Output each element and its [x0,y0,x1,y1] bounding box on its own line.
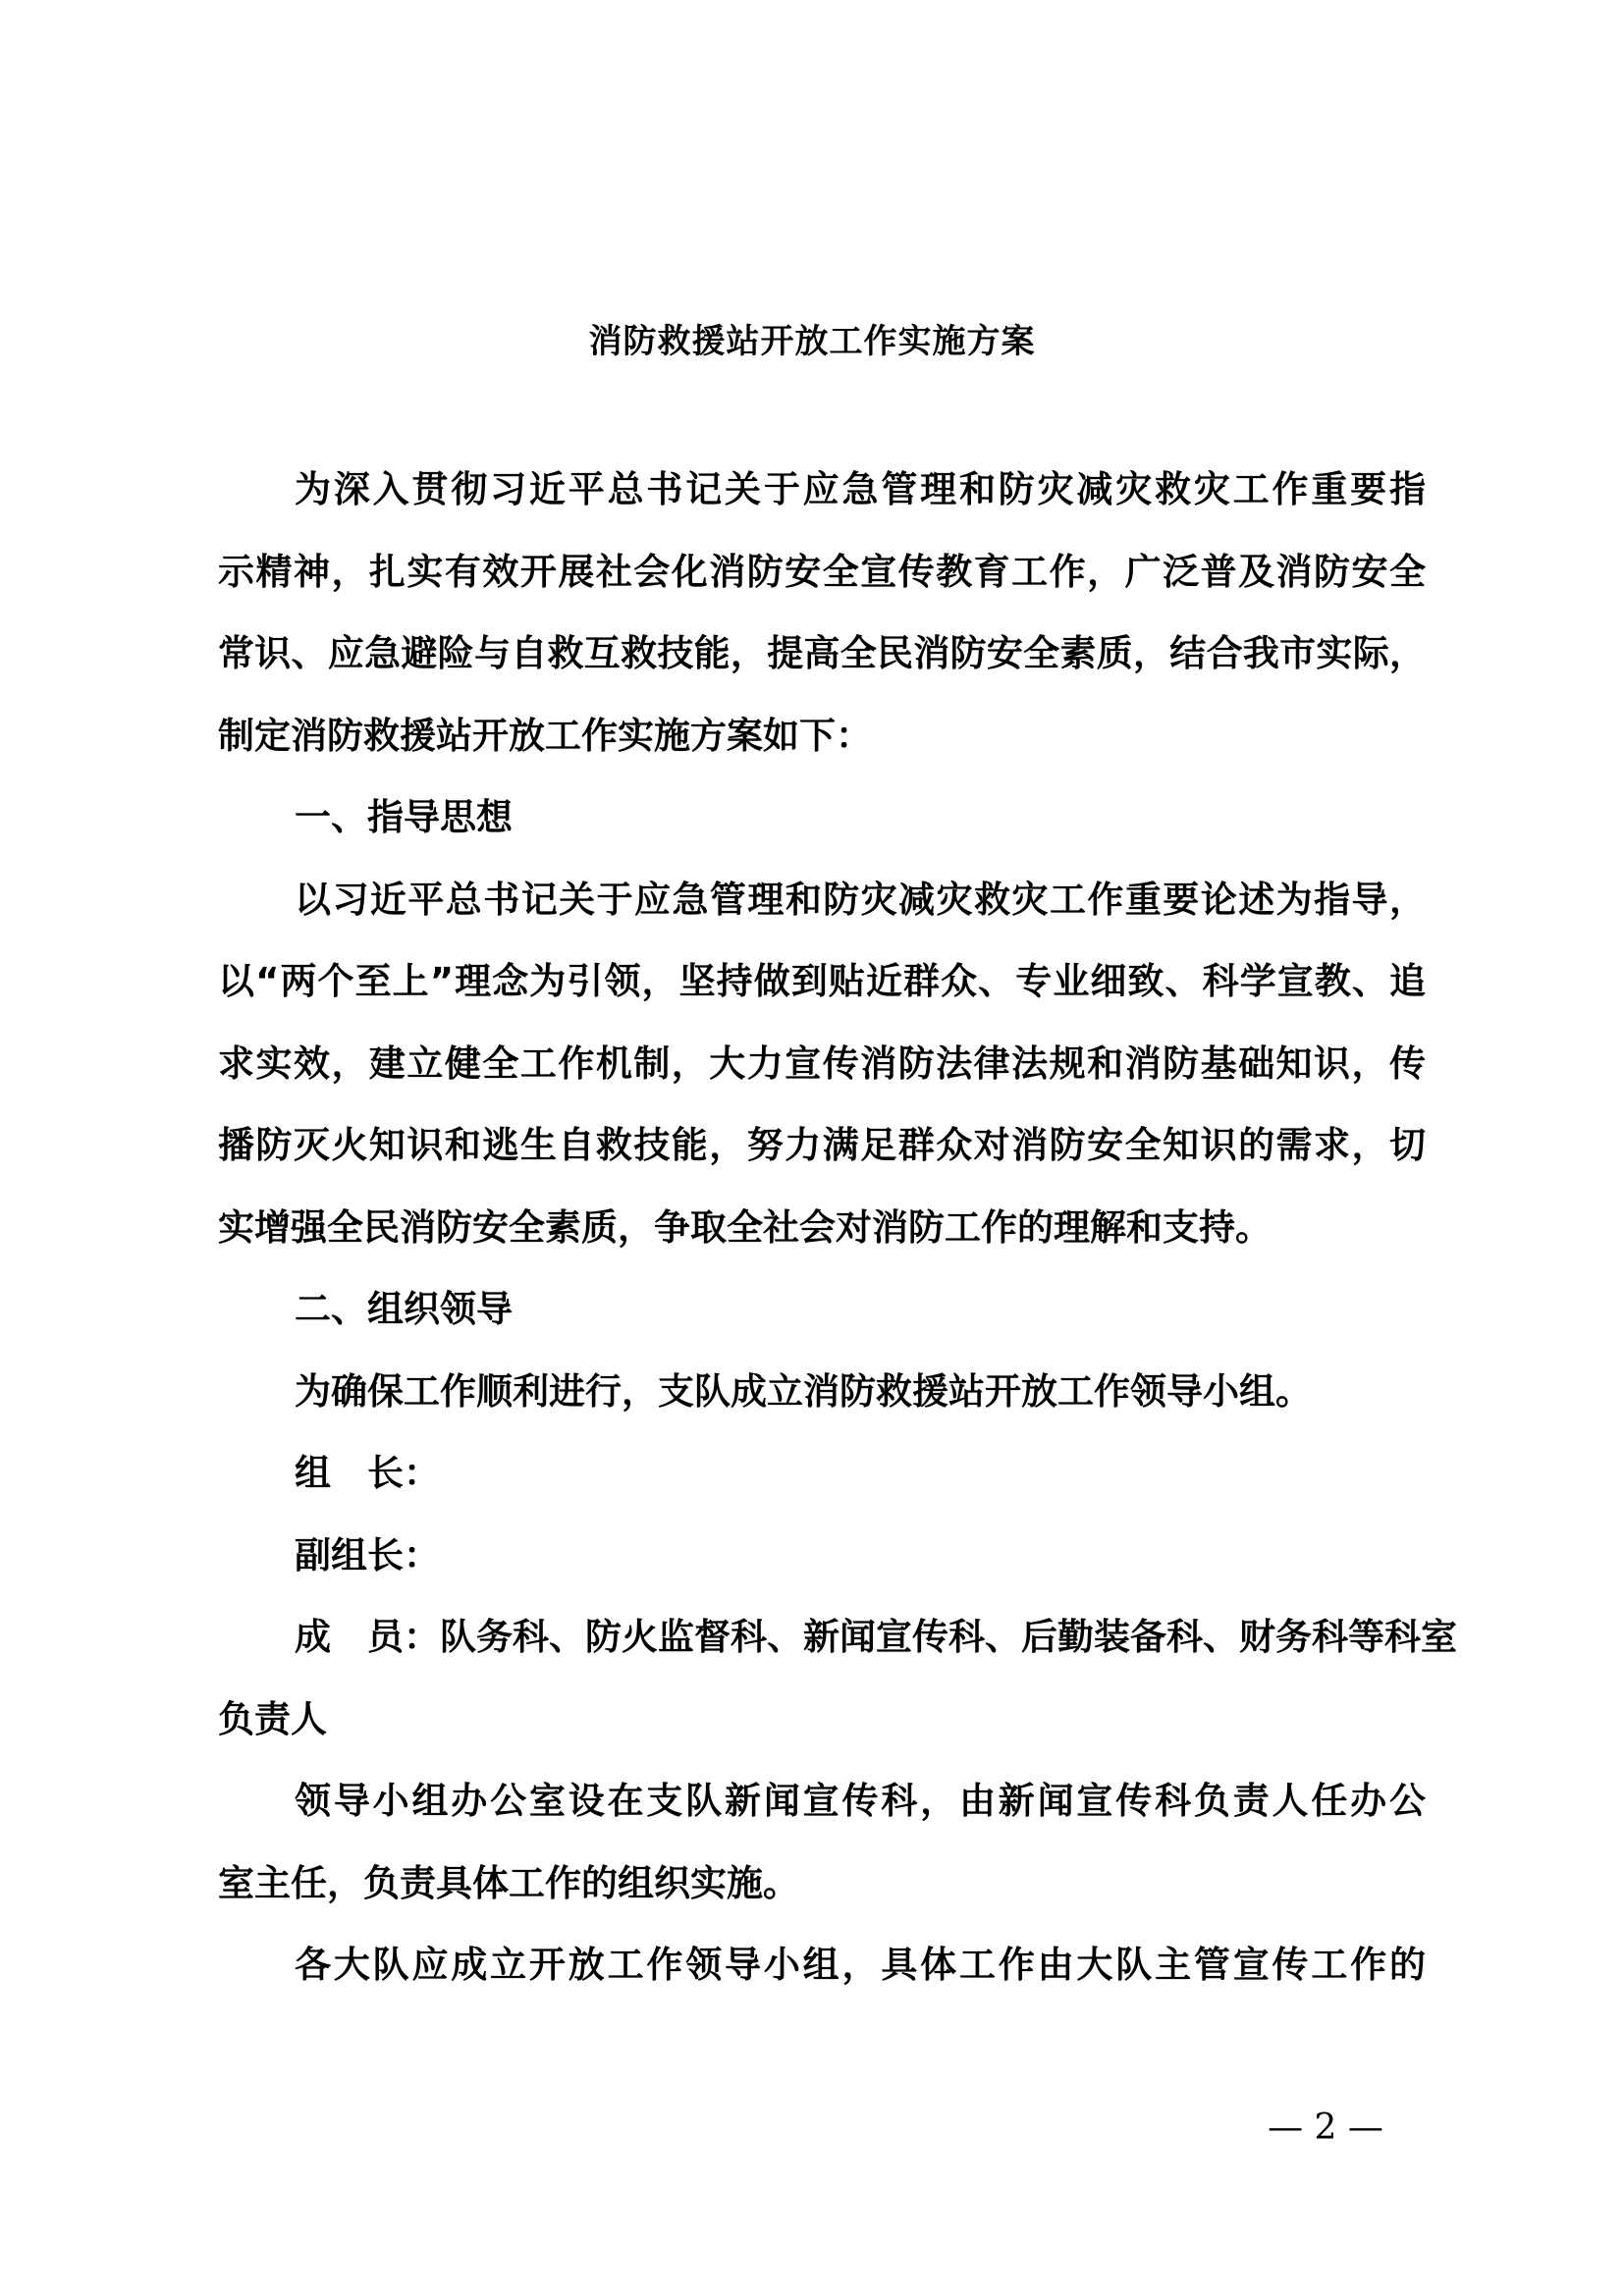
section-heading-organization: 二、组织领导 [295,1288,513,1330]
paragraph-guidance-line-1: 以习近平总书记关于应急管理和防灾减灾救灾工作重要论述为指导， [295,878,1426,921]
page-number: — 2 — [1268,2108,1383,2148]
leader-line: 组 长： [295,1452,440,1494]
deputy-leader-line: 副组长： [295,1533,440,1576]
paragraph-guidance-line-3: 求实效，建立健全工作机制，大力宣传消防法律法规和消防基础知识，传 [218,1041,1426,1085]
paragraph-brigades-line-1: 各大队应成立开放工作领导小组，具体工作由大队主管宣传工作的 [295,1944,1426,1986]
paragraph-office-line-1: 领导小组办公室设在支队新闻宣传科，由新闻宣传科负责人任办公 [295,1780,1426,1822]
paragraph-intro-line-2: 示精神，扎实有效开展社会化消防安全宣传教育工作，广泛普及消防安全 [218,550,1426,593]
section-heading-guiding-ideology: 一、指导思想 [295,796,513,838]
members-line-2: 负责人 [218,1697,327,1740]
paragraph-intro-line-3: 常识、应急避险与自救互救技能，提高全民消防安全素质，结合我市实际， [218,632,1426,674]
paragraph-intro-line-1: 为深入贯彻习近平总书记关于应急管理和防灾减灾救灾工作重要指 [295,468,1426,510]
members-line-1: 成 员：队务科、防火监督科、新闻宣传科、后勤装备科、财务科等科室 [295,1616,1457,1658]
paragraph-guidance-line-4: 播防灭火知识和逃生自救技能，努力满足群众对消防安全知识的需求，切 [218,1124,1426,1166]
paragraph-guidance-line-5: 实增强全民消防安全素质，争取全社会对消防工作的理解和支持。 [218,1205,1272,1249]
paragraph-team-established: 为确保工作顺利进行，支队成立消防救援站开放工作领导小组。 [295,1369,1312,1413]
document-body [218,449,1457,2006]
document-title: 消防救援站开放工作实施方案 [588,322,1036,361]
paragraph-office-line-2: 室主任，负责具体工作的组织实施。 [218,1861,799,1904]
paragraph-guidance-line-2: 以“两个至上”理念为引领，坚持做到贴近群众、专业细致、科学宣教、追 [218,960,1426,1002]
paragraph-intro-line-4: 制定消防救援站开放工作实施方案如下： [218,714,872,757]
